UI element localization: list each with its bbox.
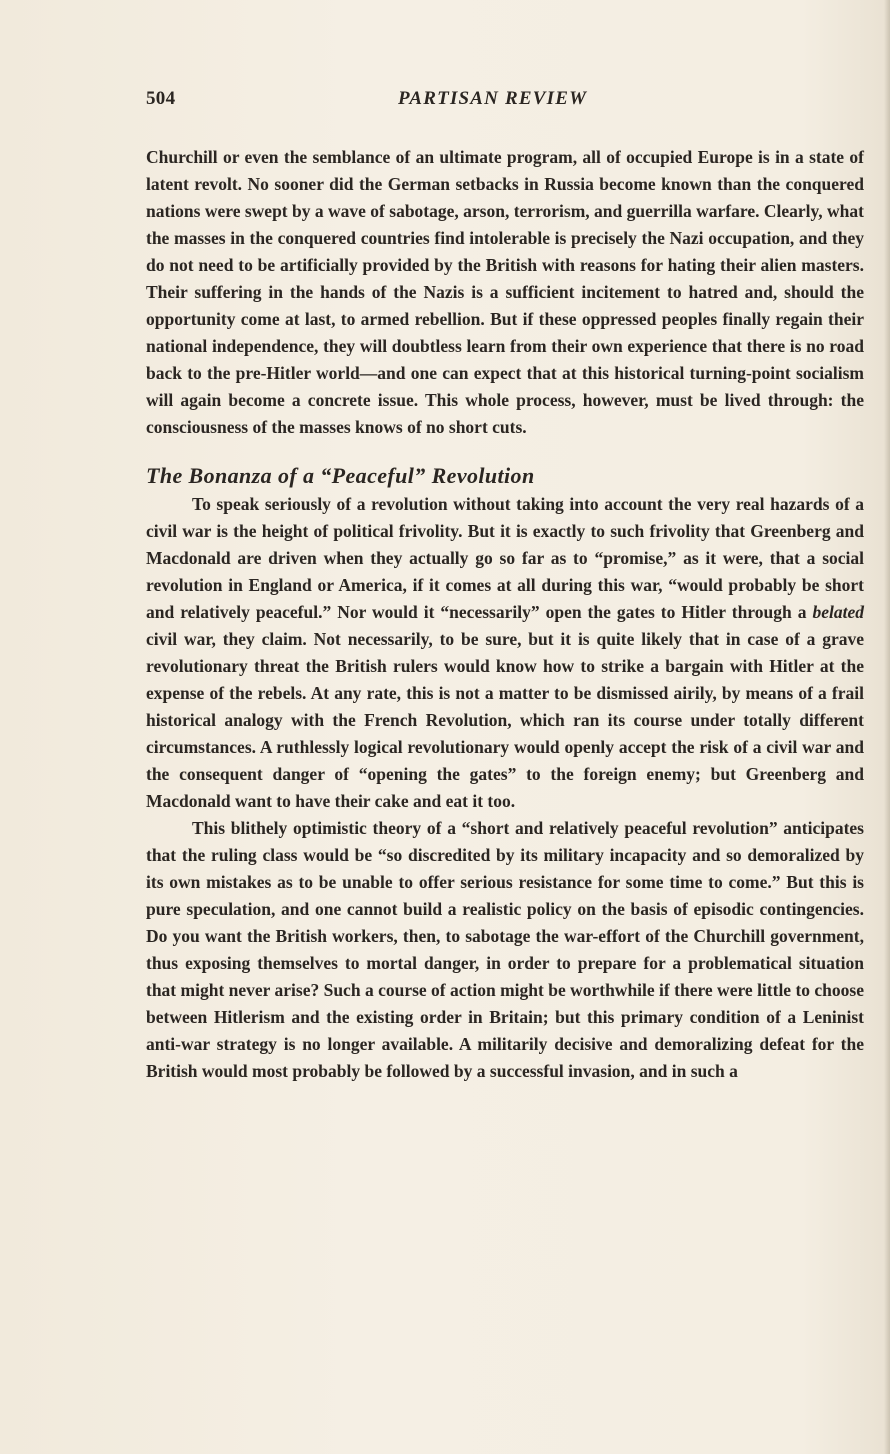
page-edge-shadow xyxy=(884,0,890,1454)
paragraph-2 xyxy=(146,491,864,815)
paragraph-2-part-2: civil war, they claim. Not necessarily, to be sure, but it is quite likely that in case of a grave revolutionary threat the British rulers would know how to strike a bargain with Hitler at the expense of the rebels. At any rate, this is not a matter to be dismissed airily, by means of a frail historical analogy with the French Revolution, which ran its course under totally different circumstances. A ruthlessly logical revolutionary would openly accept the risk of a civil war and the consequent danger of “opening the gates” to the foreign enemy; but Greenberg and Macdonald want to have their cake and eat it too. xyxy=(146,629,864,811)
paragraph-3: This blithely optimistic theory of a “short and relatively peaceful revolution” anticipates that the ruling class would be “so discredited by its military incapacity and so demoralized by its own mistakes as to be unable to offer serious resistance for some time to come.” But this is pure speculation, and one cannot build a realistic policy on the basis of episodic contingencies. Do you want the British workers, then, to sabotage the war-effort of the Churchill government, thus exposing themselves to mortal danger, in order to prepare for a problematical situation that might never arise? Such a course of action might be worthwhile if there were little to choose between Hitlerism and the existing order in Britain; but this primary condition of a Leninist anti-war strategy is no longer available. A militarily decisive and demoralizing defeat for the British would most probably be followed by a successful invasion, and in such a xyxy=(146,818,864,1081)
page-number: 504 xyxy=(146,88,176,109)
running-title: PARTISAN REVIEW xyxy=(398,88,588,109)
paragraph-1: Churchill or even the semblance of an ultimate program, all of occupied Europe is in a state of latent revolt. No sooner did the German setbacks in Russia become known than the conquered nations were swept by a wave of sabotage, arson, terrorism, and guerrilla warfare. Clearly, what the masses in the conquered countries find intolerable is precisely the Nazi occupation, and they do not need to be artificially provided by the British with reasons for hating their alien masters. Their suffering in the hands of the Nazis is a sufficient incitement to hatred and, should the opportunity come at last, to armed rebellion. But if these oppressed peoples finally regain their national independence, they will doubtless learn from their own experience that there is no road back to the pre-Hitler world—and one can expect that at this historical turning-point socialism will again become a concrete issue. This whole process, however, must be lived through: the consciousness of the masses knows of no short cuts. xyxy=(146,147,864,437)
emphasized-word: belated xyxy=(812,602,864,622)
paragraph-2-part-1: To speak seriously of a revolution without taking into account the very real hazards of a civil war is the height of political frivolity. But it is exactly to such frivolity that Greenberg and Macdonald are driven when they actually go so far as to “promise,” as it were, that a social revolution in England or America, if it comes at all during this war, “would probably be short and relatively peaceful.” Nor would it “necessarily” open the gates to Hitler through a xyxy=(146,494,864,622)
article-body xyxy=(146,144,864,1085)
page-header xyxy=(146,88,864,118)
section-heading: The Bonanza of a “Peaceful” Revolution xyxy=(146,463,535,488)
